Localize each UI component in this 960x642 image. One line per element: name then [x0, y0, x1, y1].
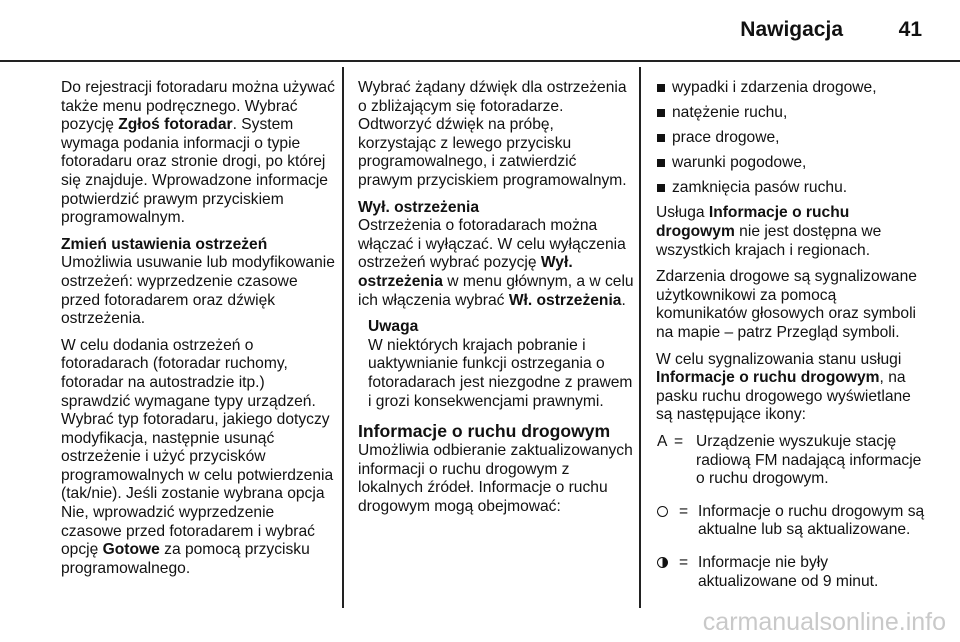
- watermark: carmanualsonline.info: [702, 608, 946, 636]
- page-header: [0, 0, 960, 62]
- paragraph: Do rejestracji fotoradaru można używać także menu podręcznego. Wybrać pozycję Zgłoś fotoradar. System wymaga podania informacji o typie fotoradaru oraz stronie drogi, po której się znajduje. Wprowadzone informacje potwierdzić prawym przyciskiem programowalnym.: [61, 79, 335, 227]
- menu-term: Wł. ostrzeżenia: [508, 291, 622, 309]
- menu-term: Informacje o ruchu drogowym: [656, 204, 850, 241]
- paragraph: Ostrzeżenia o fotoradarach można włączać i wyłączać. W celu wyłączenia ostrzeżeń wybrać pozycję Wył. ostrzeżenia w menu głównym, a w celu ich włączenia wybrać Wł. ostrzeżenia.: [358, 217, 634, 309]
- empty-circle-icon: [657, 506, 668, 517]
- note-box: [368, 318, 634, 411]
- section-title: Nawigacja: [740, 18, 843, 41]
- note-title: Uwaga: [368, 318, 419, 336]
- list-item: wypadki i zdarzenia drogowe,: [656, 79, 931, 98]
- subheading: Zmień ustawienia ostrzeżeń: [61, 235, 268, 253]
- column-divider-2: [639, 67, 641, 608]
- icon-description: Informacje nie były aktualizowane od 9 minut.: [698, 553, 879, 590]
- bullet-list: [656, 79, 931, 198]
- column-2: [358, 79, 634, 524]
- menu-term: Informacje o ruchu drogowym: [656, 369, 880, 387]
- list-item: warunki pogodowe,: [656, 154, 931, 173]
- paragraph: Umożliwia odbieranie zaktualizowanych informacji o ruchu drogowym z lokalnych źródeł. Informacje o ruchu drogowym mogą obejmować:: [358, 442, 633, 515]
- square-bullet-icon: [657, 109, 665, 117]
- icon-description: Informacje o ruchu drogowym są aktualne lub są aktualizowane.: [698, 502, 925, 539]
- subheading: Wył. ostrzeżenia: [358, 198, 480, 216]
- square-bullet-icon: [657, 134, 665, 142]
- column-3: [656, 79, 931, 605]
- header-rule: [0, 60, 960, 62]
- list-item: prace drogowe,: [656, 129, 931, 148]
- list-item: natężenie ruchu,: [656, 104, 931, 123]
- paragraph: Usługa Informacje o ruchu drogowym nie jest dostępna we wszystkich krajach i regionach.: [656, 204, 882, 259]
- icon-definition-row: [656, 503, 931, 540]
- paragraph: Umożliwia usuwanie lub modyfikowanie ostrzeżeń: wyprzedzenie czasowe przed fotoradarem oraz dźwięk ostrzeżenia.: [61, 254, 335, 328]
- square-bullet-icon: [657, 84, 665, 92]
- page-number: 41: [898, 18, 922, 41]
- icon-definition-row: [656, 433, 931, 489]
- section-heading: Informacje o ruchu drogowym: [358, 421, 611, 442]
- paragraph: W celu dodania ostrzeżeń o fotoradarach (fotoradar ruchomy, fotoradar na autostradzie itp.) sprawdzić wymagane typy urządzeń. Wybrać typ fotoradaru, jakiego dotyczy modyfikacja, następnie usunąć ostrzeżenie i użyć przycisków programowalnych w celu potwierdzenia (tak/nie). Jeśli zostanie wybrana opcja Nie, wprowadzić wyprzedzenie czasowe przed fotoradarem i wybrać opcję Gotowe za pomocą przycisku programowalnego.: [61, 336, 334, 577]
- note-text: W niektórych krajach pobranie i uaktywnianie funkcji ostrzegania o fotoradarach jest niezgodne z prawem i grozi konsekwencjami prawnymi.: [368, 336, 633, 410]
- half-circle-icon: [657, 557, 668, 568]
- square-bullet-icon: [657, 184, 665, 192]
- equals-sign: =: [679, 553, 689, 571]
- column-1: [61, 79, 336, 586]
- menu-term: Zgłoś fotoradar: [118, 116, 233, 134]
- a-letter-icon: A: [657, 433, 668, 450]
- equals-sign: =: [674, 433, 684, 450]
- menu-term: Gotowe: [102, 541, 160, 559]
- icon-definition-row: [656, 554, 931, 591]
- paragraph: Wybrać żądany dźwięk dla ostrzeżenia o zbliżającym się fotoradarze. Odtworzyć dźwięk na próbę, korzystając z lewego przycisku programowalnego, i zatwierdzić prawym przyciskiem programowalnym.: [358, 79, 627, 189]
- paragraph: Zdarzenia drogowe są sygnalizowane użytkownikowi za pomocą komunikatów głosowych oraz symboli na mapie – patrz Przegląd symboli.: [656, 268, 917, 342]
- icon-description: Urządzenie wyszukuje stację radiową FM nadającą informacje o ruchu drogowym.: [696, 433, 922, 488]
- column-divider-1: [342, 67, 344, 608]
- square-bullet-icon: [657, 159, 665, 167]
- paragraph: W celu sygnalizowania stanu usługi Informacje o ruchu drogowym, na pasku ruchu drogowego wyświetlane są następujące ikony:: [656, 350, 911, 424]
- list-item: zamknięcia pasów ruchu.: [656, 179, 931, 198]
- menu-term: Wył. ostrzeżenia: [358, 254, 573, 290]
- equals-sign: =: [679, 502, 689, 520]
